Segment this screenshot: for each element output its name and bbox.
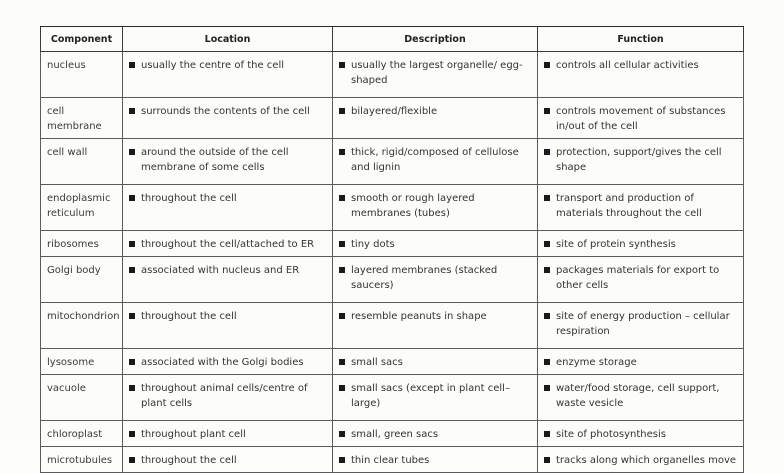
header-function: Function — [538, 27, 744, 52]
bullet-icon — [129, 195, 135, 201]
bullet-icon — [129, 431, 135, 437]
bullet-icon — [544, 149, 550, 155]
function-text: site of protein synthesis — [556, 239, 676, 250]
description-text: small sacs — [351, 357, 403, 368]
location-cell — [123, 349, 333, 375]
table-row — [41, 447, 744, 473]
function-text: transport and production of materials throughout the cell — [556, 193, 702, 219]
location-text: around the outside of the cell membrane of some cells — [141, 147, 289, 173]
function-text: water/food storage, cell support, waste vesicle — [556, 383, 720, 409]
description-text: usually the largest organelle/ egg-shaped — [351, 60, 523, 86]
bullet-icon — [544, 457, 550, 463]
function-cell — [538, 98, 744, 139]
bullet-icon — [339, 195, 345, 201]
table-row — [41, 52, 744, 98]
component-cell: lysosome — [41, 349, 123, 375]
component-cell: microtubules — [41, 447, 123, 473]
bullet-icon — [544, 385, 550, 391]
component-cell: vacuole — [41, 375, 123, 421]
location-cell — [123, 231, 333, 257]
location-cell — [123, 98, 333, 139]
bullet-icon — [544, 313, 550, 319]
location-cell — [123, 257, 333, 303]
bullet-icon — [339, 241, 345, 247]
location-cell — [123, 185, 333, 231]
location-cell — [123, 375, 333, 421]
location-text: throughout the cell/attached to ER — [141, 239, 315, 250]
function-cell — [538, 231, 744, 257]
location-text: throughout animal cells/centre of plant cells — [141, 383, 308, 409]
bullet-icon — [339, 385, 345, 391]
description-cell — [333, 231, 538, 257]
component-cell: cell membrane — [41, 98, 123, 139]
bullet-icon — [129, 267, 135, 273]
function-text: tracks along which organelles move — [556, 455, 737, 466]
table-row — [41, 257, 744, 303]
function-cell — [538, 185, 744, 231]
bullet-icon — [339, 457, 345, 463]
description-text: resemble peanuts in shape — [351, 311, 487, 322]
function-text: site of energy production – cellular respiration — [556, 311, 730, 337]
table-row — [41, 185, 744, 231]
table-row — [41, 303, 744, 349]
bullet-icon — [544, 359, 550, 365]
bullet-icon — [129, 313, 135, 319]
location-text: throughout the cell — [141, 311, 237, 322]
organelle-table — [40, 26, 744, 473]
description-cell — [333, 139, 538, 185]
bullet-icon — [544, 431, 550, 437]
bullet-icon — [129, 385, 135, 391]
function-cell — [538, 375, 744, 421]
component-cell: nucleus — [41, 52, 123, 98]
bullet-icon — [544, 267, 550, 273]
component-cell: mitochondrion — [41, 303, 123, 349]
bullet-icon — [129, 359, 135, 365]
function-cell — [538, 139, 744, 185]
function-text: packages materials for export to other cells — [556, 265, 720, 291]
function-cell — [538, 303, 744, 349]
table-row — [41, 98, 744, 139]
description-cell — [333, 349, 538, 375]
description-text: small sacs (except in plant cell–large) — [351, 383, 510, 409]
function-cell — [538, 421, 744, 447]
bullet-icon — [129, 457, 135, 463]
table-row — [41, 421, 744, 447]
component-cell: endoplasmic reticulum — [41, 185, 123, 231]
description-text: bilayered/flexible — [351, 106, 438, 117]
function-text: site of photosynthesis — [556, 429, 666, 440]
table-row — [41, 231, 744, 257]
bullet-icon — [129, 62, 135, 68]
description-text: thick, rigid/composed of cellulose and lignin — [351, 147, 519, 173]
bullet-icon — [544, 62, 550, 68]
location-text: associated with the Golgi bodies — [141, 357, 304, 368]
header-component: Component — [41, 27, 123, 52]
bullet-icon — [339, 359, 345, 365]
location-text: throughout plant cell — [141, 429, 246, 440]
location-text: surrounds the contents of the cell — [141, 106, 310, 117]
location-cell — [123, 303, 333, 349]
bullet-icon — [339, 267, 345, 273]
bullet-icon — [129, 149, 135, 155]
function-text: controls movement of substances in/out of the cell — [556, 106, 726, 132]
component-cell: cell wall — [41, 139, 123, 185]
description-cell — [333, 447, 538, 473]
description-text: layered membranes (stacked saucers) — [351, 265, 498, 291]
description-cell — [333, 303, 538, 349]
description-cell — [333, 98, 538, 139]
bullet-icon — [339, 431, 345, 437]
header-location: Location — [123, 27, 333, 52]
bullet-icon — [544, 241, 550, 247]
bullet-icon — [339, 62, 345, 68]
description-text: smooth or rough layered membranes (tubes) — [351, 193, 475, 219]
bullet-icon — [544, 108, 550, 114]
location-text: associated with nucleus and ER — [141, 265, 300, 276]
bullet-icon — [129, 108, 135, 114]
location-cell — [123, 52, 333, 98]
function-text: controls all cellular activities — [556, 60, 699, 71]
location-text: usually the centre of the cell — [141, 60, 285, 71]
description-cell — [333, 375, 538, 421]
component-cell: chloroplast — [41, 421, 123, 447]
header-description: Description — [333, 27, 538, 52]
description-cell — [333, 52, 538, 98]
function-text: enzyme storage — [556, 357, 637, 368]
component-cell: Golgi body — [41, 257, 123, 303]
function-cell — [538, 257, 744, 303]
table-row — [41, 375, 744, 421]
location-text: throughout the cell — [141, 193, 237, 204]
description-cell — [333, 185, 538, 231]
function-cell — [538, 447, 744, 473]
bullet-icon — [544, 195, 550, 201]
function-cell — [538, 349, 744, 375]
table-row — [41, 139, 744, 185]
function-cell — [538, 52, 744, 98]
bullet-icon — [129, 241, 135, 247]
location-cell — [123, 421, 333, 447]
description-cell — [333, 421, 538, 447]
description-text: small, green sacs — [351, 429, 439, 440]
location-cell — [123, 139, 333, 185]
bullet-icon — [339, 149, 345, 155]
table-header-row — [41, 27, 744, 52]
location-cell — [123, 447, 333, 473]
description-text: thin clear tubes — [351, 455, 430, 466]
bullet-icon — [339, 313, 345, 319]
description-text: tiny dots — [351, 239, 395, 250]
component-cell: ribosomes — [41, 231, 123, 257]
description-cell — [333, 257, 538, 303]
bullet-icon — [339, 108, 345, 114]
function-text: protection, support/gives the cell shape — [556, 147, 722, 173]
location-text: throughout the cell — [141, 455, 237, 466]
table-row — [41, 349, 744, 375]
